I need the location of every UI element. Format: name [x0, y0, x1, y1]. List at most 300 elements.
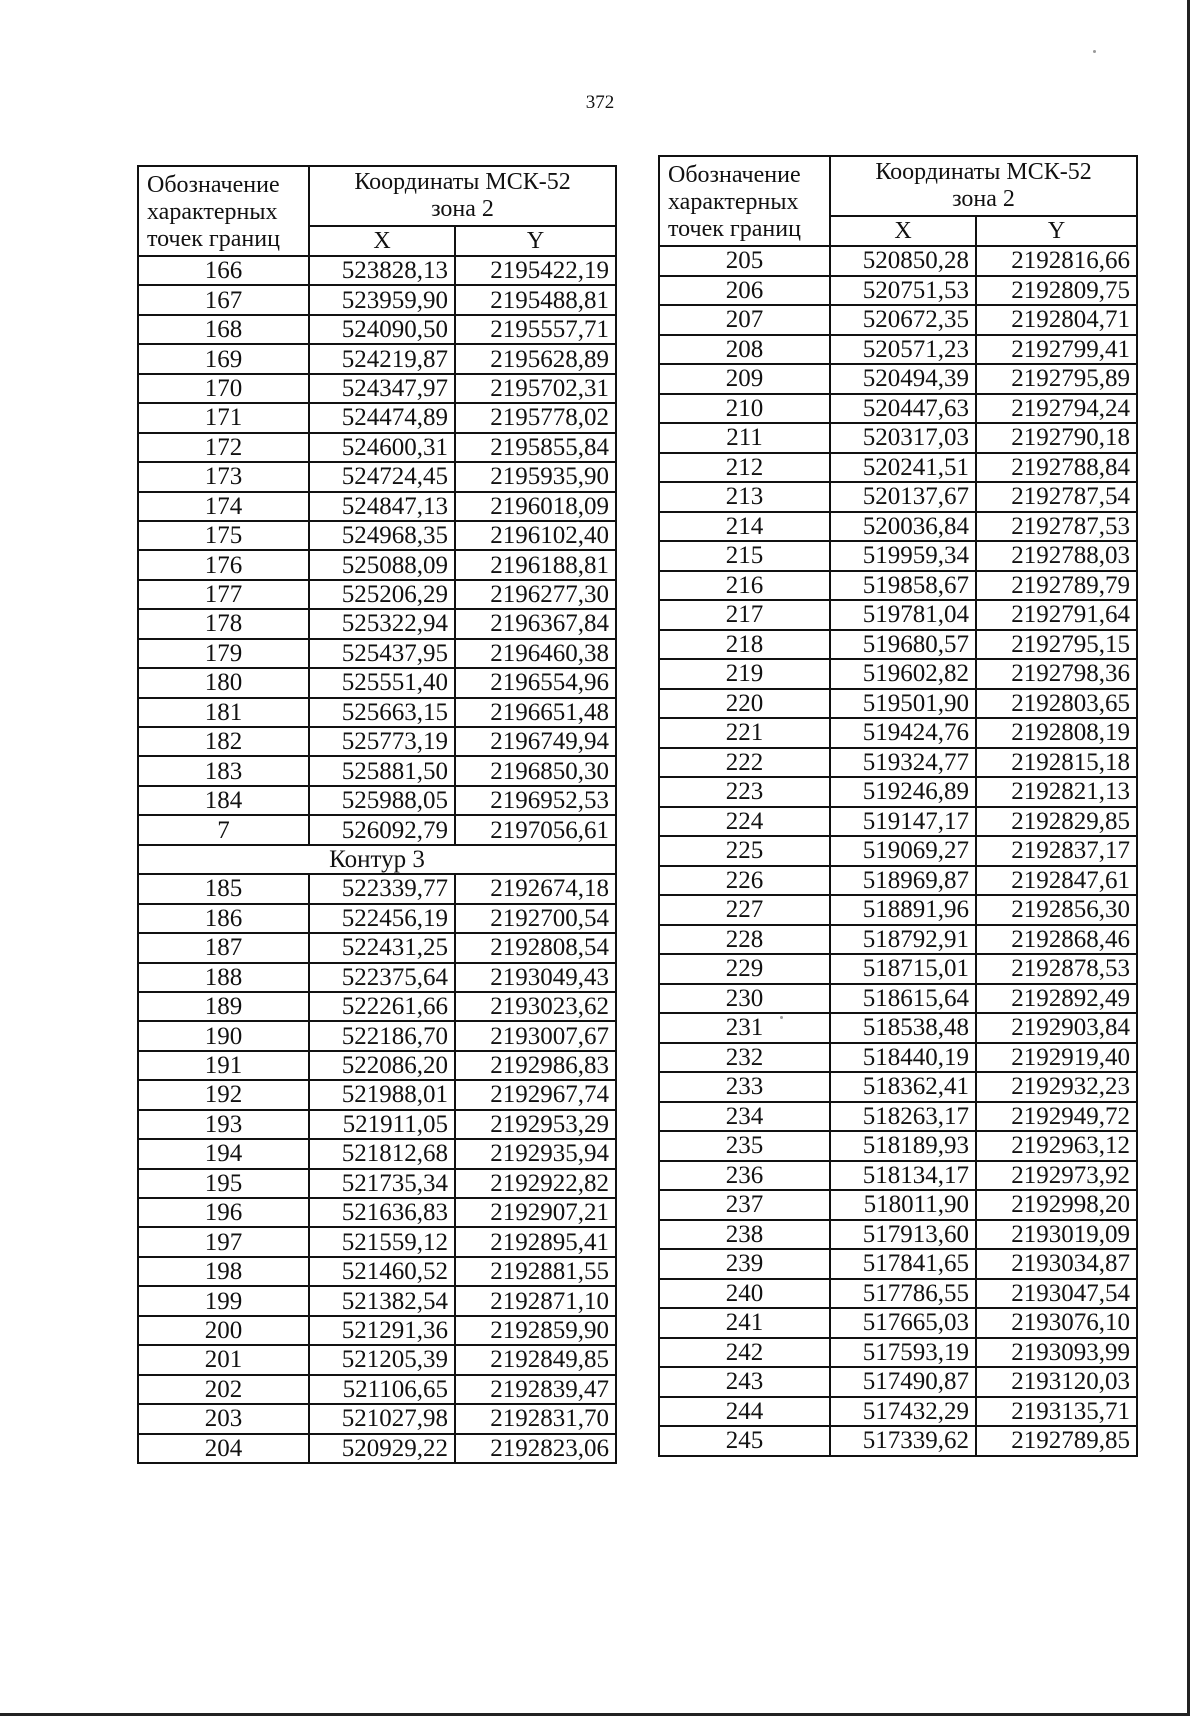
point-cell: 169 — [138, 344, 309, 373]
y-coordinate-cell: 2192903,84 — [976, 1013, 1137, 1043]
point-cell: 172 — [138, 433, 309, 462]
point-cell: 187 — [138, 933, 309, 962]
x-coordinate-cell: 522456,19 — [309, 904, 455, 933]
table-row — [138, 550, 616, 579]
table-row — [138, 815, 616, 844]
point-cell: 177 — [138, 580, 309, 609]
table-row — [659, 1072, 1137, 1102]
point-cell: 174 — [138, 492, 309, 521]
table-row — [138, 1169, 616, 1198]
point-cell: 194 — [138, 1139, 309, 1168]
x-coordinate-cell: 521205,39 — [309, 1345, 455, 1374]
x-coordinate-cell: 518011,90 — [830, 1190, 976, 1220]
point-cell: 197 — [138, 1227, 309, 1256]
contour-label: Контур 3 — [138, 845, 616, 874]
x-coordinate-cell: 519246,89 — [830, 777, 976, 807]
y-coordinate-cell: 2192919,40 — [976, 1043, 1137, 1073]
x-coordinate-cell: 522186,70 — [309, 1021, 455, 1050]
x-coordinate-cell: 521735,34 — [309, 1169, 455, 1198]
y-coordinate-cell: 2192839,47 — [455, 1375, 616, 1404]
y-coordinate-cell: 2192799,41 — [976, 335, 1137, 365]
point-cell: 173 — [138, 462, 309, 491]
x-coordinate-cell: 524474,89 — [309, 403, 455, 432]
point-cell: 239 — [659, 1249, 830, 1279]
x-coordinate-cell: 524847,13 — [309, 492, 455, 521]
y-coordinate-cell: 2192791,64 — [976, 600, 1137, 630]
y-coordinate-cell: 2192973,92 — [976, 1161, 1137, 1191]
x-coordinate-cell: 525881,50 — [309, 756, 455, 785]
x-column-header: X — [309, 226, 455, 256]
x-coordinate-cell: 523828,13 — [309, 256, 455, 285]
y-coordinate-cell: 2195855,84 — [455, 433, 616, 462]
y-coordinate-cell: 2192823,06 — [455, 1434, 616, 1463]
point-cell: 217 — [659, 600, 830, 630]
x-coordinate-cell: 519501,90 — [830, 689, 976, 719]
point-cell: 189 — [138, 992, 309, 1021]
table-row — [138, 1345, 616, 1374]
table-row — [138, 874, 616, 903]
table-row — [659, 807, 1137, 837]
x-coordinate-cell: 523959,90 — [309, 285, 455, 314]
x-coordinate-cell: 519324,77 — [830, 748, 976, 778]
y-coordinate-cell: 2192829,85 — [976, 807, 1137, 837]
y-coordinate-cell: 2192871,10 — [455, 1286, 616, 1315]
y-coordinate-cell: 2192795,15 — [976, 630, 1137, 660]
x-coordinate-cell: 521291,36 — [309, 1316, 455, 1345]
header-line: точек границ — [668, 216, 801, 243]
y-coordinate-cell: 2196277,30 — [455, 580, 616, 609]
y-coordinate-cell: 2192953,29 — [455, 1110, 616, 1139]
point-cell: 180 — [138, 668, 309, 697]
point-cell: 202 — [138, 1375, 309, 1404]
point-cell: 170 — [138, 374, 309, 403]
table-row — [138, 756, 616, 785]
point-cell: 230 — [659, 984, 830, 1014]
table-row — [659, 1161, 1137, 1191]
y-coordinate-cell: 2193135,71 — [976, 1397, 1137, 1427]
table-row — [138, 1198, 616, 1227]
point-cell: 211 — [659, 423, 830, 453]
contour-row — [138, 845, 616, 874]
table-row — [659, 246, 1137, 276]
y-coordinate-cell: 2193007,67 — [455, 1021, 616, 1050]
point-cell: 216 — [659, 571, 830, 601]
x-coordinate-cell: 518615,64 — [830, 984, 976, 1014]
y-coordinate-cell: 2195935,90 — [455, 462, 616, 491]
point-cell: 203 — [138, 1404, 309, 1433]
table-row — [138, 1375, 616, 1404]
y-coordinate-cell: 2192922,82 — [455, 1169, 616, 1198]
y-coordinate-cell: 2192907,21 — [455, 1198, 616, 1227]
table-row — [138, 904, 616, 933]
point-cell: 196 — [138, 1198, 309, 1227]
x-coordinate-cell: 519781,04 — [830, 600, 976, 630]
y-coordinate-cell: 2192808,19 — [976, 718, 1137, 748]
table-row — [659, 305, 1137, 335]
point-column-header — [138, 166, 309, 256]
x-column-header: X — [830, 216, 976, 246]
y-coordinate-cell: 2192789,79 — [976, 571, 1137, 601]
y-coordinate-cell: 2195557,71 — [455, 315, 616, 344]
right-table-body — [659, 246, 1137, 1456]
y-coordinate-cell: 2192794,24 — [976, 394, 1137, 424]
point-cell: 190 — [138, 1021, 309, 1050]
point-cell: 176 — [138, 550, 309, 579]
y-coordinate-cell: 2193019,09 — [976, 1220, 1137, 1250]
table-row — [659, 1279, 1137, 1309]
y-coordinate-cell: 2196850,30 — [455, 756, 616, 785]
x-coordinate-cell: 517913,60 — [830, 1220, 976, 1250]
y-coordinate-cell: 2196460,38 — [455, 639, 616, 668]
coords-column-header — [309, 166, 616, 226]
x-coordinate-cell: 517786,55 — [830, 1279, 976, 1309]
table-row — [659, 541, 1137, 571]
table-row — [138, 668, 616, 697]
y-coordinate-cell: 2193120,03 — [976, 1367, 1137, 1397]
table-row — [138, 992, 616, 1021]
point-cell: 231 — [659, 1013, 830, 1043]
header-line: точек границ — [147, 226, 280, 253]
point-cell: 204 — [138, 1434, 309, 1463]
point-cell: 192 — [138, 1080, 309, 1109]
point-cell: 243 — [659, 1367, 830, 1397]
point-cell: 222 — [659, 748, 830, 778]
table-row — [659, 984, 1137, 1014]
table-row — [138, 933, 616, 962]
table-row — [659, 364, 1137, 394]
header-line: зона 2 — [952, 186, 1015, 212]
point-cell: 240 — [659, 1279, 830, 1309]
x-coordinate-cell: 520137,67 — [830, 482, 976, 512]
y-coordinate-cell: 2192798,36 — [976, 659, 1137, 689]
y-coordinate-cell: 2192809,75 — [976, 276, 1137, 306]
x-coordinate-cell: 521382,54 — [309, 1286, 455, 1315]
table-row — [138, 1110, 616, 1139]
table-row — [138, 403, 616, 432]
x-coordinate-cell: 524724,45 — [309, 462, 455, 491]
table-row — [138, 1434, 616, 1463]
x-coordinate-cell: 524968,35 — [309, 521, 455, 550]
y-coordinate-cell: 2192881,55 — [455, 1257, 616, 1286]
x-coordinate-cell: 520447,63 — [830, 394, 976, 424]
table-row — [138, 1257, 616, 1286]
point-cell: 199 — [138, 1286, 309, 1315]
point-cell: 212 — [659, 453, 830, 483]
point-cell: 244 — [659, 1397, 830, 1427]
x-coordinate-cell: 521636,83 — [309, 1198, 455, 1227]
y-coordinate-cell: 2192674,18 — [455, 874, 616, 903]
x-coordinate-cell: 521988,01 — [309, 1080, 455, 1109]
x-coordinate-cell: 520241,51 — [830, 453, 976, 483]
x-coordinate-cell: 526092,79 — [309, 815, 455, 844]
x-coordinate-cell: 521812,68 — [309, 1139, 455, 1168]
y-coordinate-cell: 2192788,84 — [976, 453, 1137, 483]
point-cell: 193 — [138, 1110, 309, 1139]
y-coordinate-cell: 2196749,94 — [455, 727, 616, 756]
x-coordinate-cell: 525322,94 — [309, 609, 455, 638]
header-line: характерных — [147, 199, 278, 226]
y-coordinate-cell: 2192816,66 — [976, 246, 1137, 276]
point-cell: 166 — [138, 256, 309, 285]
y-coordinate-cell: 2192878,53 — [976, 954, 1137, 984]
x-coordinate-cell: 517841,65 — [830, 1249, 976, 1279]
table-row — [659, 659, 1137, 689]
point-cell: 237 — [659, 1190, 830, 1220]
table-row — [659, 482, 1137, 512]
table-row — [138, 609, 616, 638]
x-coordinate-cell: 518134,17 — [830, 1161, 976, 1191]
y-coordinate-cell: 2197056,61 — [455, 815, 616, 844]
table-row — [138, 433, 616, 462]
table-row — [659, 1367, 1137, 1397]
x-coordinate-cell: 518263,17 — [830, 1102, 976, 1132]
table-row — [138, 963, 616, 992]
y-coordinate-cell: 2192795,89 — [976, 364, 1137, 394]
point-cell: 182 — [138, 727, 309, 756]
table-row — [659, 777, 1137, 807]
point-cell: 175 — [138, 521, 309, 550]
y-coordinate-cell: 2192895,41 — [455, 1227, 616, 1256]
point-cell: 241 — [659, 1308, 830, 1338]
table-row — [659, 1426, 1137, 1456]
table-row — [659, 423, 1137, 453]
table-row — [659, 1102, 1137, 1132]
x-coordinate-cell: 519680,57 — [830, 630, 976, 660]
y-coordinate-cell: 2196102,40 — [455, 521, 616, 550]
table-row — [659, 1220, 1137, 1250]
y-coordinate-cell: 2192967,74 — [455, 1080, 616, 1109]
header-line: Обозначение — [147, 172, 280, 199]
point-cell: 219 — [659, 659, 830, 689]
y-coordinate-cell: 2192815,18 — [976, 748, 1137, 778]
point-cell: 228 — [659, 925, 830, 955]
y-coordinate-cell: 2193076,10 — [976, 1308, 1137, 1338]
table-row — [138, 374, 616, 403]
point-cell: 208 — [659, 335, 830, 365]
table-row — [138, 580, 616, 609]
point-cell: 236 — [659, 1161, 830, 1191]
table-row — [138, 1021, 616, 1050]
x-coordinate-cell: 517432,29 — [830, 1397, 976, 1427]
x-coordinate-cell: 517665,03 — [830, 1308, 976, 1338]
y-coordinate-cell: 2195422,19 — [455, 256, 616, 285]
table-row — [138, 1080, 616, 1109]
x-coordinate-cell: 519069,27 — [830, 836, 976, 866]
point-cell: 229 — [659, 954, 830, 984]
y-coordinate-cell: 2192859,90 — [455, 1316, 616, 1345]
header-line: характерных — [668, 189, 799, 216]
point-cell: 7 — [138, 815, 309, 844]
table-row — [659, 718, 1137, 748]
table-row — [138, 521, 616, 550]
point-cell: 233 — [659, 1072, 830, 1102]
table-row — [659, 1308, 1137, 1338]
point-cell: 205 — [659, 246, 830, 276]
x-coordinate-cell: 525437,95 — [309, 639, 455, 668]
y-coordinate-cell: 2192808,54 — [455, 933, 616, 962]
table-row — [659, 1131, 1137, 1161]
x-coordinate-cell: 520672,35 — [830, 305, 976, 335]
table-row — [659, 571, 1137, 601]
point-cell: 220 — [659, 689, 830, 719]
point-cell: 171 — [138, 403, 309, 432]
table-row — [659, 453, 1137, 483]
y-coordinate-cell: 2192787,54 — [976, 482, 1137, 512]
point-column-header — [659, 156, 830, 246]
point-cell: 225 — [659, 836, 830, 866]
header-line: Координаты МСК-52 — [875, 159, 1092, 186]
y-coordinate-cell: 2192892,49 — [976, 984, 1137, 1014]
scan-mark — [1093, 50, 1096, 53]
y-coordinate-cell: 2192788,03 — [976, 541, 1137, 571]
table-row — [659, 1190, 1137, 1220]
point-cell: 200 — [138, 1316, 309, 1345]
y-coordinate-cell: 2192790,18 — [976, 423, 1137, 453]
y-coordinate-cell: 2192949,72 — [976, 1102, 1137, 1132]
point-cell: 235 — [659, 1131, 830, 1161]
x-coordinate-cell: 520929,22 — [309, 1434, 455, 1463]
x-coordinate-cell: 521911,05 — [309, 1110, 455, 1139]
point-cell: 188 — [138, 963, 309, 992]
x-coordinate-cell: 522086,20 — [309, 1051, 455, 1080]
table-row — [659, 1338, 1137, 1368]
table-row — [138, 1227, 616, 1256]
x-coordinate-cell: 519959,34 — [830, 541, 976, 571]
table-row — [138, 462, 616, 491]
y-coordinate-cell: 2196367,84 — [455, 609, 616, 638]
point-cell: 238 — [659, 1220, 830, 1250]
point-cell: 168 — [138, 315, 309, 344]
point-cell: 198 — [138, 1257, 309, 1286]
table-row — [659, 394, 1137, 424]
point-cell: 209 — [659, 364, 830, 394]
y-coordinate-cell: 2195702,31 — [455, 374, 616, 403]
y-coordinate-cell: 2192998,20 — [976, 1190, 1137, 1220]
point-cell: 184 — [138, 786, 309, 815]
table-row — [659, 1397, 1137, 1427]
x-coordinate-cell: 519147,17 — [830, 807, 976, 837]
x-coordinate-cell: 521027,98 — [309, 1404, 455, 1433]
point-cell: 221 — [659, 718, 830, 748]
point-cell: 207 — [659, 305, 830, 335]
y-coordinate-cell: 2196952,53 — [455, 786, 616, 815]
y-coordinate-cell: 2192700,54 — [455, 904, 616, 933]
point-cell: 227 — [659, 895, 830, 925]
coordinates-table-left — [137, 165, 617, 1464]
table-row — [659, 836, 1137, 866]
point-cell: 214 — [659, 512, 830, 542]
x-coordinate-cell: 518362,41 — [830, 1072, 976, 1102]
point-cell: 224 — [659, 807, 830, 837]
x-coordinate-cell: 525206,29 — [309, 580, 455, 609]
table-row — [138, 1139, 616, 1168]
header-line: Обозначение — [668, 162, 801, 189]
y-coordinate-cell: 2192868,46 — [976, 925, 1137, 955]
table-row — [659, 512, 1137, 542]
y-coordinate-cell: 2193034,87 — [976, 1249, 1137, 1279]
x-coordinate-cell: 524090,50 — [309, 315, 455, 344]
y-coordinate-cell: 2192847,61 — [976, 866, 1137, 896]
table-row — [138, 786, 616, 815]
coords-column-header — [830, 156, 1137, 216]
x-coordinate-cell: 525088,09 — [309, 550, 455, 579]
y-coordinate-cell: 2195488,81 — [455, 285, 616, 314]
y-coordinate-cell: 2192804,71 — [976, 305, 1137, 335]
table-row — [659, 895, 1137, 925]
y-coordinate-cell: 2192986,83 — [455, 1051, 616, 1080]
y-coordinate-cell: 2196651,48 — [455, 698, 616, 727]
table-row — [138, 344, 616, 373]
table-row — [659, 630, 1137, 660]
point-cell: 226 — [659, 866, 830, 896]
x-coordinate-cell: 518891,96 — [830, 895, 976, 925]
table-row — [138, 639, 616, 668]
x-coordinate-cell: 517339,62 — [830, 1426, 976, 1456]
table-row — [138, 1051, 616, 1080]
y-coordinate-cell: 2196554,96 — [455, 668, 616, 697]
y-coordinate-cell: 2196018,09 — [455, 492, 616, 521]
point-cell: 167 — [138, 285, 309, 314]
table-row — [659, 689, 1137, 719]
point-cell: 179 — [138, 639, 309, 668]
table-row — [659, 1013, 1137, 1043]
point-cell: 223 — [659, 777, 830, 807]
table-row — [659, 600, 1137, 630]
point-cell: 213 — [659, 482, 830, 512]
x-coordinate-cell: 525663,15 — [309, 698, 455, 727]
x-coordinate-cell: 520494,39 — [830, 364, 976, 394]
page-number: 372 — [585, 92, 615, 113]
y-coordinate-cell: 2193023,62 — [455, 992, 616, 1021]
point-cell: 242 — [659, 1338, 830, 1368]
x-coordinate-cell: 517593,19 — [830, 1338, 976, 1368]
x-coordinate-cell: 522431,25 — [309, 933, 455, 962]
point-cell: 210 — [659, 394, 830, 424]
x-coordinate-cell: 524347,97 — [309, 374, 455, 403]
point-cell: 186 — [138, 904, 309, 933]
y-coordinate-cell: 2195778,02 — [455, 403, 616, 432]
point-cell: 218 — [659, 630, 830, 660]
table-row — [659, 276, 1137, 306]
table-row — [659, 1043, 1137, 1073]
x-coordinate-cell: 518440,19 — [830, 1043, 976, 1073]
table-row — [138, 1316, 616, 1345]
x-coordinate-cell: 520317,03 — [830, 423, 976, 453]
y-coordinate-cell: 2192932,23 — [976, 1072, 1137, 1102]
point-cell: 201 — [138, 1345, 309, 1374]
x-coordinate-cell: 520850,28 — [830, 246, 976, 276]
y-coordinate-cell: 2192803,65 — [976, 689, 1137, 719]
x-coordinate-cell: 521460,52 — [309, 1257, 455, 1286]
left-table-body — [138, 256, 616, 1463]
table-row — [659, 1249, 1137, 1279]
y-coordinate-cell: 2192787,53 — [976, 512, 1137, 542]
point-cell: 245 — [659, 1426, 830, 1456]
point-cell: 183 — [138, 756, 309, 785]
y-coordinate-cell: 2192849,85 — [455, 1345, 616, 1374]
point-cell: 215 — [659, 541, 830, 571]
x-coordinate-cell: 519424,76 — [830, 718, 976, 748]
point-cell: 185 — [138, 874, 309, 903]
table-row — [138, 1286, 616, 1315]
y-coordinate-cell: 2192963,12 — [976, 1131, 1137, 1161]
header-line: Координаты МСК-52 — [354, 169, 571, 196]
x-coordinate-cell: 525773,19 — [309, 727, 455, 756]
x-coordinate-cell: 518715,01 — [830, 954, 976, 984]
point-cell: 232 — [659, 1043, 830, 1073]
x-coordinate-cell: 518969,87 — [830, 866, 976, 896]
coordinates-table-right — [658, 155, 1138, 1457]
